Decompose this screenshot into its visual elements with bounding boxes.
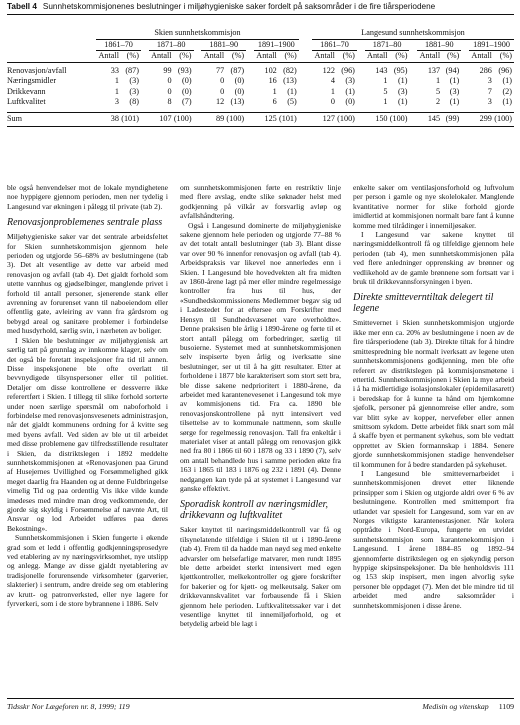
count-cell: 7 xyxy=(487,86,492,96)
count-cell: 0 xyxy=(330,97,335,106)
percent-cell: (93) xyxy=(177,65,192,75)
count-cell: 38 xyxy=(110,113,119,123)
percent-cell: (1) xyxy=(502,97,512,106)
antall-header: Antall xyxy=(471,51,492,60)
table-row xyxy=(7,76,514,87)
count-cell: 143 xyxy=(375,65,388,75)
count-cell: 145 xyxy=(427,113,441,123)
count-cell: 1 xyxy=(114,86,119,96)
percent-cell: (3) xyxy=(129,76,139,85)
percent-cell: (7) xyxy=(182,97,192,106)
paragraph: Smittevernet i Skien sunnhetskommisjon utgjorde ikke mer enn ca. 20% av beslutningene i noen av de fire tiårsperiodene (tab 3). Direkte tiltak for å hindre smittespredning ble normalt iverksatt av legene uten sunnhetskommisjonens godkjenning, men ble ofte referert av distriktslegen på kommisjonsmøtene i ettertid. Sunnhetskommisjonen i Skien la mye arbeid i å ha midlertidige isolasjonslokaler (epidemilasarett) i beredskap for å kunne ta hånd om hjemkomne sjøfolk, personer på gjennomreise eller andre, som var blitt syke av kopper, nervefeber eller annen smittsom sykdom. Dette arbeidet fikk snart som mål å skaffe byen et permanent sykehus, som ble vedtatt opprettet av Skien formannskap i 1884. Senere gjorde sunnhetskommisjonen stadige henvendelser til kommunen for å bedre standarden på sykehuset. xyxy=(353,318,514,469)
row-label: Luftkvalitet xyxy=(7,97,46,106)
percent-cell: (100) xyxy=(173,113,192,123)
antall-header: Antall xyxy=(314,51,335,60)
table-header-rule xyxy=(7,62,514,63)
count-cell: 125 xyxy=(264,113,277,123)
percent-cell: (99) xyxy=(445,113,460,123)
table-row xyxy=(7,87,514,98)
table-caption xyxy=(7,2,435,11)
count-cell: 77 xyxy=(215,65,225,75)
count-cell: 1 xyxy=(330,86,335,96)
count-cell: 12 xyxy=(215,97,225,106)
table-row xyxy=(7,114,514,125)
pct-header: (%) xyxy=(342,51,355,60)
count-cell: 89 xyxy=(215,113,225,123)
percent-cell: (1) xyxy=(449,97,460,106)
group-header-skien: Skien sunnhetskommisjon xyxy=(96,28,299,39)
paragraph: om sunnhetskommisjonen førte en restriktiv linje med flere avslag, endte slike søknader helst med godkjenning på vilkår av forsvarlig avløp og avfallshåndtering. xyxy=(180,183,341,221)
table-row xyxy=(7,66,514,77)
pct-header: (%) xyxy=(179,51,192,60)
antall-header: Antall xyxy=(203,51,225,60)
percent-cell: (1) xyxy=(287,86,297,96)
count-cell: 0 xyxy=(167,76,172,85)
percent-cell: (0) xyxy=(182,76,192,85)
table-number: Tabell 4 xyxy=(7,2,37,11)
percent-cell: (82) xyxy=(283,65,297,75)
percent-cell: (3) xyxy=(397,86,408,96)
text-column-2 xyxy=(180,183,341,629)
count-cell: 5 xyxy=(383,86,388,96)
percent-cell: (100) xyxy=(389,113,408,123)
row-label: Drikkevann xyxy=(7,86,46,96)
count-cell: 1 xyxy=(436,76,441,85)
count-cell: 122 xyxy=(322,65,335,75)
section-heading: Direkte smitteverntiltak delegert til legene xyxy=(353,292,494,315)
percent-cell: (100) xyxy=(494,113,512,123)
article-body xyxy=(7,183,514,691)
count-cell: 4 xyxy=(330,76,335,85)
period-header: 1881–90 xyxy=(417,39,461,51)
text-column-3 xyxy=(353,183,514,610)
percent-cell: (0) xyxy=(234,76,245,85)
paragraph: I Langesund var sakene knyttet til næringsmiddelkontroll få og tilfeldige gjennom hele perioden (tab 4), men sunnhetskommisjonen påla ved flere anledninger opprensking av brønner og vedlikehold av de gamle brønnene som fortsatt var i bruk til drikkevannsforsyningen i byen. xyxy=(353,230,514,287)
count-cell: 1 xyxy=(272,86,277,96)
period-header: 1891–1900 xyxy=(469,39,514,51)
paragraph: ble også henvendelser mot de lokale myndighetene noe hyppigere gjennom perioden, men ner tydelig i Langesund var økningen i pålegg til private (tab 2). xyxy=(7,183,168,211)
antall-header: Antall xyxy=(256,51,277,60)
section-name: Medisin og vitenskap xyxy=(422,702,489,711)
text-column-1 xyxy=(7,183,168,608)
percent-cell: (101) xyxy=(121,113,139,123)
page-number: 1109 xyxy=(498,702,514,711)
table-body xyxy=(7,62,514,125)
row-label: Renovasjon/avfall xyxy=(7,65,67,75)
percent-cell: (1) xyxy=(397,76,408,85)
count-cell: 16 xyxy=(268,76,277,85)
paragraph: enkelte saker om ventilasjonsforhold og luftvolum per person i gamle og nye skolelokaler. Manglende kvantitative normer for slike forhold gjorde imidlertid at kommisjonen normalt bare fant å kunne komme med tilrådinger i innemiljøsaker. xyxy=(353,183,514,230)
table-sum-rule xyxy=(7,112,514,113)
percent-cell: (0) xyxy=(182,86,192,96)
count-cell: 99 xyxy=(163,65,172,75)
percent-cell: (1) xyxy=(397,97,408,106)
count-cell: 3 xyxy=(487,97,492,106)
percent-cell: (2) xyxy=(502,86,512,96)
count-cell: 3 xyxy=(487,76,492,85)
percent-cell: (96) xyxy=(341,65,355,75)
group-header-langesund: Langesund sunnhetskommisjon xyxy=(312,28,514,39)
percent-cell: (1) xyxy=(449,76,460,85)
count-cell: 8 xyxy=(167,97,172,106)
table-top-rule xyxy=(7,14,514,15)
percent-cell: (3) xyxy=(345,76,355,85)
count-cell: 0 xyxy=(220,86,225,96)
percent-cell: (87) xyxy=(125,65,139,75)
count-cell: 3 xyxy=(114,97,119,106)
period-header: 1891–1900 xyxy=(254,39,299,51)
unit-header-row xyxy=(7,51,514,62)
percent-cell: (1) xyxy=(502,76,512,85)
paragraph: Også i Langesund dominerte de miljøhygieniske sakene gjennom hele perioden og utgjorde 77–88 % av det totalt antall beslutninger (tab 3). Blant disse var over 90 % innenfor renovasjon og avfall (tab 4). Arbeidspraksis var likevel noe annerledes enn i Skien. I Langesund ble hovedvekten alt fra midten av 1860-årene lagt på mer eller mindre regelmessige kontroller fra hus til hus, der «Sundhedskommissionens Medlemmer begav sig ud i Ladestedet for at eftersee om Forskrifter med Hensyn til Sundhedsvæsenet vare overholdte». Denne praksisen ble årlig i 1890-årene og førte til et stort antall pålegg om forbedringer, særlig til busoierne. Systemet med at sunnhetskommisjonen selv inspiserte byen årlig og iverksatte sine beslutninger, ser ut til å ha gitt resultater. Etter at forholdene i 1877 ble karakterisert som stort sett bra, ble disse sakene nedprioritert i 1880-årene, da arbeidet med karantenevesenet i Langesund tok mye av kommisjonens tid. Fra ca. 1890 ble renovasjonskontrollene på nytt intensivert ved tilsettelse av to kommunale nattmenn, som skulle sørge for regelmessig renovasjon. Tall fra enkeltår i materialet viser at antall pålegg om renovasjon gikk ned fra 80 i 1866 til 60 i 1878 og 33 i 1890 (7), selv om antall behandlede hus i samme perioden økte fra 163 i 1865 til 183 i 1876 og 232 i 1891 (4). Denne nedgangen kan tyde på at systemet i Langesund var ganske effektivt. xyxy=(180,220,341,493)
percent-cell: (13) xyxy=(230,97,245,106)
count-cell: 5 xyxy=(436,86,441,96)
count-cell: 0 xyxy=(220,76,225,85)
paragraph: Sunnhetskommisjonen i Skien fungerte i økende grad som et ledd i offentlig godkjenningsprosedyre ved etablering av ny næringsvirksomhet, nye utslipp og anlegg. Mange av disse gjaldt nyetablering av tradisjonelle forurensende virksomheter (garverier, slakterier) i sentrum, andre dreide seg om etablering av krutt- og patronverksted, eller nye lagere for fyrverkeri, som i de store bybrannene i 1886. Selv xyxy=(7,533,168,609)
percent-cell: (0) xyxy=(345,97,355,106)
count-cell: 107 xyxy=(159,113,172,123)
count-cell: 0 xyxy=(167,86,172,96)
count-cell: 299 xyxy=(479,113,492,123)
row-label: Sum xyxy=(7,113,23,123)
percent-cell: (87) xyxy=(230,65,245,75)
percent-cell: (3) xyxy=(449,86,460,96)
percent-cell: (94) xyxy=(445,65,460,75)
pct-header: (%) xyxy=(126,51,139,60)
paragraph: I Langesund ble smittevernarbeidet i sunnhetskommisjonen drevet etter liknende prinsipper som i Skien og utgjorde aldri over 6 % av beslutningene. Kontrollen med smittemport fra utlandet var spesielt for Langesund, som var en av Norges viktigste karantenestasjoner. Når kolera opptrådte i Nord-Europa, fungerte en utvidet sunnhetskommisjon som karantenekommisjon i Langesund. I årene 1884–85 og 1892–94 gjennomførte distriktslegen og en sjøkyndig person hyppige skipsinspeksjoner. Da ble henholdsvis 111 og 153 skip inspisert, men ingen alvorlig syke personer ble oppdaget (7). Men det ble mindre tid til arbeidet med andre saksområder i sunnhetskommisjonen i disse årene. xyxy=(353,468,514,610)
period-header: 1861–70 xyxy=(96,39,141,51)
pct-header: (%) xyxy=(395,51,408,60)
count-cell: 137 xyxy=(427,65,441,75)
count-cell: 2 xyxy=(436,97,441,106)
table-title: Sunnhetskommisjonenes beslutninger i miljøhygieniske saker fordelt på saksområder i de fire tiårsperiodene xyxy=(42,2,436,11)
period-header: 1871–80 xyxy=(149,39,194,51)
section-heading: Renovasjonproblemenes sentrale plass xyxy=(7,217,163,229)
paragraph: I Skien ble beslutninger av miljøhygienisk art særlig tatt på grunnlag av innkomne klager, selv om det også ble foretatt inspeksjoner fra tid til annen. Disse inspeksjonene ble ofte overlatt til bevvnydigede tilsynspersoner eller til politiet. Detaljer om disse kontrollene er dessverre ikke referertført i Skien. I tillegg til slike forhold sorterte under noen særlige spørsmål om naboforhold i forbindelse med renovasjonsvesenets administrasjon, når det gjaldt kommunens ordning for å kvitte seg med byens avfall. Ved siden av ble ut til arbeidet med disse problemene gav tilfredsstillende resultater i Skien, da distriktslegen i 1892 meddelte sunnhetskommisjonen at «Renovasjonen paa Grund af Husejernes Uvillighed og Forsømmelighed gikk meget daarlig fra Haanden og at denne Fuldbringelse vimelig Tid og paa ordentlig Vis ikke vilde kunde imødeses med mindre man drog vedkommende, der gjorde sig skyldig i Forsømmelse af nævnte Art, til Ansvar og lod Arbeidet udføres paa deres Bekostning». xyxy=(7,335,168,533)
paragraph: Saker knyttet til næringsmiddelkontroll var få og tilsynelatende tilfeldige i Skien til ut i 1890-årene (tab 4). Frem til da hadde man nøyd seg med enkelte advarsler om helsefarlige matvarer, men rundt 1895 ble dette arbeidet sterkt intensivert med egen kjøttkontroller, melkekontroller og gjøre forskrifter for bakerier og for kjøtt- og melkeutsalg. Saker om drikkevannskvalitet var forbausende få i Skien gjennom hele perioden. Luftkvalitetssaker var i det vesentlige knyttet til innemiljøforhold, og et betydelig arbeid ble lagt i xyxy=(180,525,341,629)
period-header: 1881–90 xyxy=(201,39,246,51)
percent-cell: (5) xyxy=(287,97,297,106)
data-table xyxy=(7,28,514,124)
percent-cell: (95) xyxy=(393,65,408,75)
percent-cell: (0) xyxy=(234,86,245,96)
paragraph: Miljøhygieniske saker var det sentrale arbeidsfeltet for Skien sunnhetskommisjon gjennom hele perioden og utgjorde 56–68% av beslutningene (tab 3). Det alt vesentlige av dette var arbeid med renovasjon og avfall (tab 4). Det gjaldt forhold som utette vannhus og gjødselbinger, manglende privet i forhold til antall personer, sjenerende stank eller avrenning av forurenset vann til naboeiendom eller offentlig gate, avleiring av vann fra gårdsrom og bebygd areal og sanitære problemer i forbindelse med husdyrhold, særlig svin, i nærheten av boliger. xyxy=(7,232,168,336)
period-header: 1871–80 xyxy=(365,39,410,51)
percent-cell: (13) xyxy=(283,76,297,85)
count-cell: 1 xyxy=(383,97,388,106)
pct-header: (%) xyxy=(231,51,245,60)
percent-cell: (96) xyxy=(498,65,512,75)
count-cell: 286 xyxy=(479,65,492,75)
count-cell: 33 xyxy=(110,65,119,75)
footer-rule xyxy=(7,698,514,699)
percent-cell: (101) xyxy=(279,113,297,123)
count-cell: 102 xyxy=(264,65,277,75)
percent-cell: (100) xyxy=(337,113,355,123)
section-heading: Sporadisk kontroll av næringsmidler, drikkevann og luftkvalitet xyxy=(180,499,328,522)
antall-header: Antall xyxy=(367,51,388,60)
footer-right xyxy=(422,702,514,711)
count-cell: 127 xyxy=(322,113,335,123)
table-row xyxy=(7,97,514,108)
pct-header: (%) xyxy=(284,51,297,60)
count-cell: 1 xyxy=(114,76,119,85)
antall-header: Antall xyxy=(419,51,441,60)
pct-header: (%) xyxy=(446,51,460,60)
count-cell: 6 xyxy=(272,97,277,106)
period-header-row xyxy=(7,39,514,51)
percent-cell: (8) xyxy=(129,97,139,106)
percent-cell: (100) xyxy=(226,113,245,123)
journal-citation: Tidsskr Nor Lægeforen nr. 8, 1999; 119 xyxy=(7,702,130,711)
period-header: 1861–70 xyxy=(312,39,357,51)
count-cell: 1 xyxy=(383,76,388,85)
count-cell: 150 xyxy=(375,113,388,123)
antall-header: Antall xyxy=(151,51,172,60)
percent-cell: (3) xyxy=(129,86,139,96)
row-label: Næringsmidler xyxy=(7,76,57,85)
antall-header: Antall xyxy=(98,51,119,60)
table-bottom-rule xyxy=(7,126,514,127)
percent-cell: (1) xyxy=(345,86,355,96)
pct-header: (%) xyxy=(499,51,512,60)
